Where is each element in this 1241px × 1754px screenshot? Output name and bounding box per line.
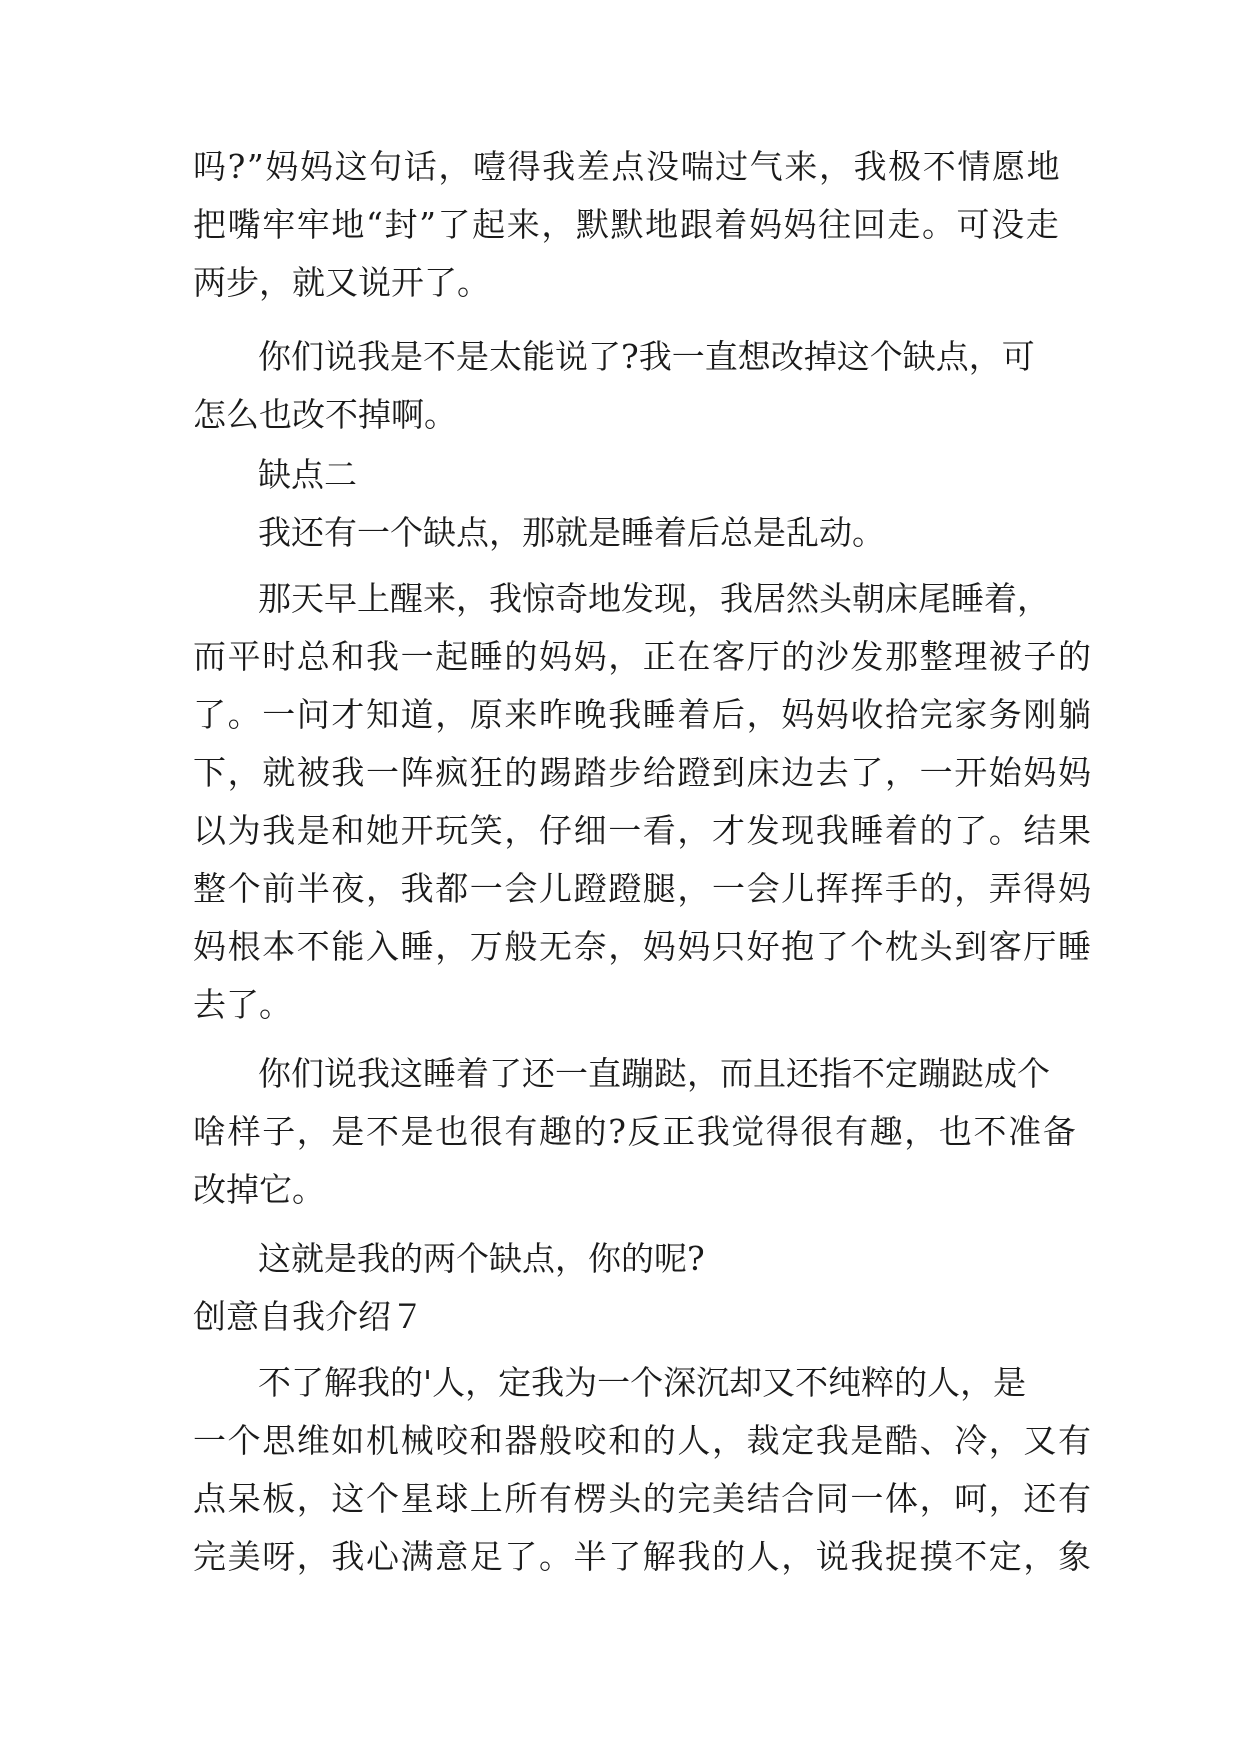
text-line: 妈根本不能入睡，万般无奈，妈妈只好抱了个枕头到客厅睡 — [193, 927, 1093, 966]
section-heading: 缺点二 — [258, 455, 357, 494]
text-line: 两步，就又说开了。 — [193, 263, 490, 302]
text-line: 啥样子，是不是也很有趣的?反正我觉得很有趣，也不准备 — [193, 1112, 1078, 1151]
text-line: 以为我是和她开玩笑，仔细一看，才发现我睡着的了。结果 — [193, 811, 1093, 850]
text-line: 去了。 — [193, 985, 292, 1024]
text-line: 整个前半夜，我都一会儿蹬蹬腿，一会儿挥挥手的，弄得妈 — [193, 869, 1093, 908]
text-line: 点呆板，这个星球上所有楞头的完美结合同一体，呵，还有 — [193, 1479, 1093, 1518]
text-line: 下，就被我一阵疯狂的踢踏步给蹬到床边去了，一开始妈妈 — [193, 753, 1093, 792]
text-line: 怎么也改不掉啊。 — [193, 395, 457, 434]
section-heading: 创意自我介绍７ — [193, 1297, 424, 1336]
text-line: 而平时总和我一起睡的妈妈，正在客厅的沙发那整理被子的 — [193, 637, 1093, 676]
text-line: 你们说我是不是太能说了?我一直想改掉这个缺点，可 — [258, 337, 1035, 376]
text-line: 你们说我这睡着了还一直蹦跶，而且还指不定蹦跶成个 — [258, 1054, 1050, 1093]
text-line: 一个思维如机械咬和器般咬和的人，裁定我是酷、冷，又有 — [193, 1421, 1093, 1460]
text-line: 改掉它。 — [193, 1170, 325, 1209]
text-line: 了。一问才知道，原来昨晚我睡着后，妈妈收拾完家务刚躺 — [193, 695, 1093, 734]
text-line: 完美呀，我心满意足了。半了解我的人，说我捉摸不定，象 — [193, 1537, 1093, 1576]
text-line: 把嘴牢牢地“封”了起来，默默地跟着妈妈往回走。可没走 — [193, 205, 1061, 244]
text-line: 这就是我的两个缺点，你的呢? — [258, 1239, 705, 1278]
text-line: 吗?”妈妈这句话，噎得我差点没喘过气来，我极不情愿地 — [193, 147, 1062, 186]
text-line: 我还有一个缺点，那就是睡着后总是乱动。 — [258, 513, 885, 552]
text-line: 不了解我的'人，定我为一个深沉却又不纯粹的人，是 — [258, 1363, 1027, 1402]
text-line: 那天早上醒来，我惊奇地发现，我居然头朝床尾睡着， — [258, 579, 1050, 618]
